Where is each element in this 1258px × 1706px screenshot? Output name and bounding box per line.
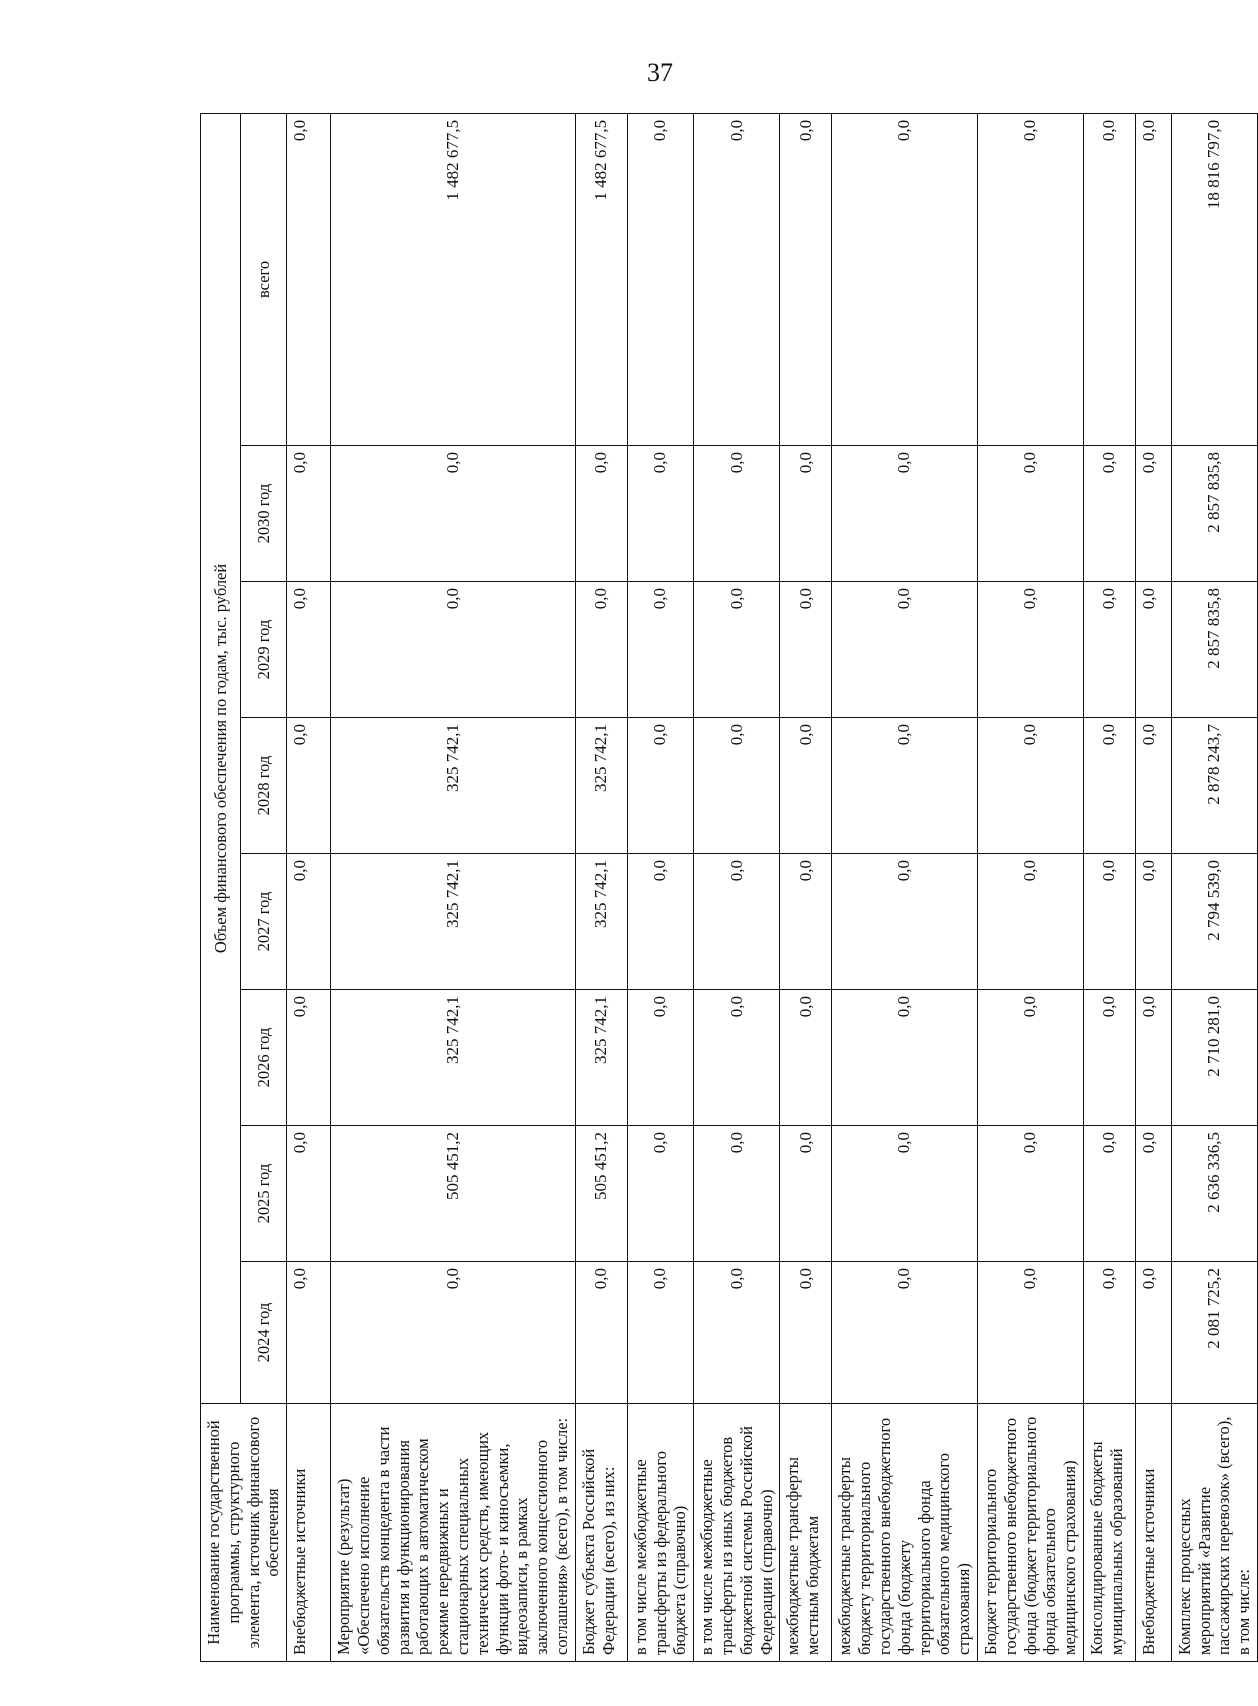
header-name-col: Наименование государственной программы, структурного элемента, источник финансового обеспечения	[201, 1404, 287, 1662]
row-year-value: 0,0	[780, 854, 832, 990]
row-year-value: 0,0	[287, 1262, 331, 1404]
row-year-value: 0,0	[694, 1262, 780, 1404]
rotated-table-wrapper	[200, 114, 1254, 1662]
header-year: 2030 год	[241, 446, 287, 582]
row-year-value: 325 742,1	[331, 718, 576, 854]
row-total-value: 0,0	[1083, 113, 1135, 445]
row-year-value: 0,0	[1135, 854, 1171, 990]
row-year-value: 2 794 539,0	[1171, 854, 1257, 990]
row-year-value: 0,0	[627, 1126, 693, 1262]
row-label: Бюджет территориального государственного внебюджетного фонда (бюджет территориального фонда обязательного медицинского страхования)	[977, 1404, 1083, 1662]
row-total-value: 0,0	[1135, 113, 1171, 445]
row-year-value: 0,0	[1083, 446, 1135, 582]
row-label: межбюджетные трансферты местным бюджетам	[780, 1404, 832, 1662]
row-year-value: 0,0	[627, 990, 693, 1126]
row-year-value: 0,0	[977, 854, 1083, 990]
row-total-value: 0,0	[977, 113, 1083, 445]
row-year-value: 0,0	[780, 1262, 832, 1404]
table-row	[1083, 113, 1135, 1661]
row-year-value: 0,0	[1083, 718, 1135, 854]
row-year-value: 0,0	[575, 582, 627, 718]
table-body	[287, 113, 1258, 1661]
row-label: Мероприятие (результат) «Обеспечено исполнение обязательств концедента в части развития и функционирования работающих в автоматическом режиме передвижных и стационарных специальных технических средств, имеющих функции фото- и киносъемки, видеозаписи, в рамках заключенного концессионного соглашения» (всего), в том числе:	[331, 1404, 576, 1662]
row-year-value: 325 742,1	[331, 854, 576, 990]
row-label: Бюджет субъекта Российской Федерации (всего), из них:	[575, 1404, 627, 1662]
row-year-value: 505 451,2	[575, 1126, 627, 1262]
row-year-value: 2 636 336,5	[1171, 1126, 1257, 1262]
financing-table	[200, 113, 1258, 1662]
header-row-1	[201, 113, 241, 1661]
row-year-value: 0,0	[1083, 990, 1135, 1126]
row-year-value: 2 710 281,0	[1171, 990, 1257, 1126]
header-year: 2028 год	[241, 718, 287, 854]
row-year-value: 0,0	[331, 582, 576, 718]
row-year-value: 0,0	[694, 446, 780, 582]
row-year-value: 0,0	[977, 1126, 1083, 1262]
row-year-value: 0,0	[832, 990, 978, 1126]
row-year-value: 0,0	[832, 1262, 978, 1404]
row-year-value: 0,0	[287, 990, 331, 1126]
row-year-value: 2 857 835,8	[1171, 582, 1257, 718]
row-year-value: 0,0	[977, 718, 1083, 854]
row-year-value: 0,0	[780, 446, 832, 582]
table-row	[627, 113, 693, 1661]
table-row	[832, 113, 978, 1661]
row-year-value: 0,0	[780, 1126, 832, 1262]
row-year-value: 0,0	[1135, 718, 1171, 854]
row-year-value: 0,0	[287, 1126, 331, 1262]
row-year-value: 0,0	[627, 718, 693, 854]
row-year-value: 0,0	[832, 446, 978, 582]
row-year-value: 0,0	[1135, 446, 1171, 582]
row-year-value: 325 742,1	[575, 718, 627, 854]
row-year-value: 0,0	[832, 1126, 978, 1262]
table-row	[575, 113, 627, 1661]
row-total-value: 0,0	[694, 113, 780, 445]
row-year-value: 0,0	[1083, 1262, 1135, 1404]
row-year-value: 0,0	[977, 582, 1083, 718]
row-year-value: 0,0	[694, 718, 780, 854]
row-year-value: 0,0	[832, 718, 978, 854]
row-year-value: 0,0	[977, 990, 1083, 1126]
header-year: 2026 год	[241, 990, 287, 1126]
row-year-value: 0,0	[694, 582, 780, 718]
row-year-value: 0,0	[287, 718, 331, 854]
row-year-value: 0,0	[287, 854, 331, 990]
row-year-value: 2 857 835,8	[1171, 446, 1257, 582]
row-year-value: 0,0	[694, 1126, 780, 1262]
row-total-value: 1 482 677,5	[331, 113, 576, 445]
header-total: всего	[241, 113, 287, 445]
row-year-value: 0,0	[977, 446, 1083, 582]
row-year-value: 325 742,1	[575, 990, 627, 1126]
table-row	[694, 113, 780, 1661]
table-row	[977, 113, 1083, 1661]
row-year-value: 0,0	[780, 990, 832, 1126]
row-year-value: 0,0	[1083, 854, 1135, 990]
header-volume-group: Объем финансового обеспечения по годам, тыс. рублей	[201, 113, 241, 1403]
rotated-table-container	[200, 114, 1254, 1662]
row-year-value: 0,0	[1083, 582, 1135, 718]
row-year-value: 0,0	[287, 582, 331, 718]
row-year-value: 0,0	[1135, 990, 1171, 1126]
header-year: 2025 год	[241, 1126, 287, 1262]
table-row	[331, 113, 576, 1661]
row-total-value: 0,0	[287, 113, 331, 445]
row-label: Внебюджетные источники	[1135, 1404, 1171, 1662]
row-year-value: 0,0	[694, 990, 780, 1126]
header-year: 2024 год	[241, 1262, 287, 1404]
row-year-value: 0,0	[1135, 1262, 1171, 1404]
row-total-value: 0,0	[832, 113, 978, 445]
row-year-value: 505 451,2	[331, 1126, 576, 1262]
row-label: межбюджетные трансферты бюджету территориального государственного внебюджетного фонда (бюджету территориального фонда обязательного медицинского страхования)	[832, 1404, 978, 1662]
row-year-value: 0,0	[1083, 1126, 1135, 1262]
row-year-value: 0,0	[627, 582, 693, 718]
row-label: в том числе межбюджетные трансферты из иных бюджетов бюджетной системы Российской Федерации (справочно)	[694, 1404, 780, 1662]
row-label: Консолидированные бюджеты муниципальных образований	[1083, 1404, 1135, 1662]
row-total-value: 18 816 797,0	[1171, 113, 1257, 445]
row-total-value: 0,0	[780, 113, 832, 445]
row-year-value: 0,0	[780, 718, 832, 854]
header-year: 2029 год	[241, 582, 287, 718]
row-year-value: 0,0	[977, 1262, 1083, 1404]
row-year-value: 0,0	[627, 1262, 693, 1404]
row-year-value: 0,0	[627, 854, 693, 990]
row-label: Комплекс процессных мероприятий «Развитие пассажирских перевозок» (всего), в том числе:	[1171, 1404, 1257, 1662]
table-row	[1171, 113, 1257, 1661]
header-year: 2027 год	[241, 854, 287, 990]
row-label: в том числе межбюджетные трансферты из федерального бюджета (справочно)	[627, 1404, 693, 1662]
row-year-value: 0,0	[832, 854, 978, 990]
row-year-value: 0,0	[331, 1262, 576, 1404]
page-number: 37	[647, 58, 673, 87]
row-year-value: 0,0	[331, 446, 576, 582]
row-label: Внебюджетные источники	[287, 1404, 331, 1662]
row-year-value: 0,0	[1135, 582, 1171, 718]
row-year-value: 0,0	[694, 854, 780, 990]
row-year-value: 2 081 725,2	[1171, 1262, 1257, 1404]
row-year-value: 0,0	[627, 446, 693, 582]
row-total-value: 0,0	[627, 113, 693, 445]
table-row	[1135, 113, 1171, 1661]
table-row	[780, 113, 832, 1661]
table-row	[287, 113, 331, 1661]
row-year-value: 325 742,1	[575, 854, 627, 990]
row-year-value: 0,0	[780, 582, 832, 718]
row-year-value: 325 742,1	[331, 990, 576, 1126]
row-year-value: 0,0	[575, 446, 627, 582]
row-total-value: 1 482 677,5	[575, 113, 627, 445]
row-year-value: 2 878 243,7	[1171, 718, 1257, 854]
row-year-value: 0,0	[287, 446, 331, 582]
row-year-value: 0,0	[832, 582, 978, 718]
row-year-value: 0,0	[575, 1262, 627, 1404]
row-year-value: 0,0	[1135, 1126, 1171, 1262]
